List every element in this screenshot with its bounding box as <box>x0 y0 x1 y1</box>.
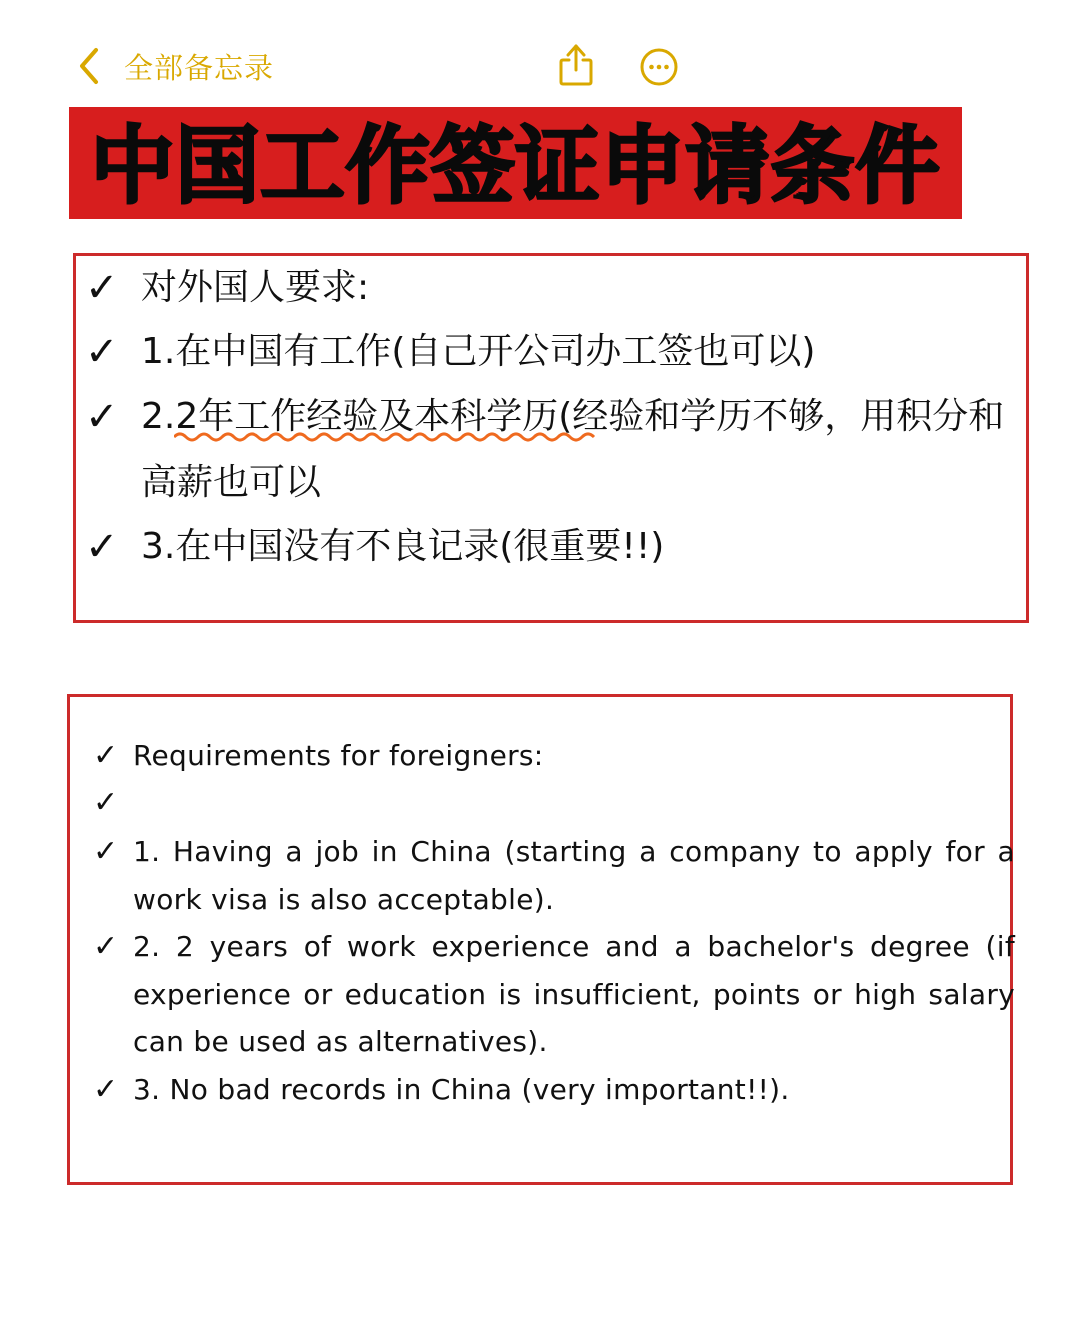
list-item-text: 1. Having a job in China (starting a company to apply for a work visa is also acceptable). <box>133 835 1015 916</box>
checkmark-icon: ✓ <box>85 524 119 570</box>
page-title: 中国工作签证申请条件 <box>90 117 941 215</box>
checkmark-icon: ✓ <box>85 329 119 375</box>
checkmark-icon: ✓ <box>85 394 119 440</box>
list-item <box>93 828 1023 923</box>
list-item-text: 对外国人要求: <box>141 267 370 308</box>
list-item-text: 3.在中国没有不良记录(很重要!!) <box>141 526 665 567</box>
list-item <box>93 779 133 826</box>
list-item <box>85 514 664 580</box>
list-item <box>85 319 815 385</box>
list-item <box>93 732 544 780</box>
checkmark-icon: ✓ <box>93 929 119 964</box>
title-banner <box>69 107 962 219</box>
checkmark-icon: ✓ <box>85 265 119 311</box>
wavy-underline-annotation <box>174 430 599 444</box>
list-item-text: 3. No bad records in China (very important!!). <box>133 1073 790 1106</box>
list-item <box>93 923 1023 1066</box>
checkmark-icon: ✓ <box>93 785 119 820</box>
list-item-text: 1.在中国有工作(自己开公司办工签也可以) <box>141 331 816 372</box>
chevron-left-icon <box>76 46 102 86</box>
checkmark-icon: ✓ <box>93 1072 119 1107</box>
list-item <box>85 255 369 321</box>
more-circle-icon[interactable] <box>638 46 680 88</box>
share-icon[interactable] <box>555 42 597 88</box>
checkmark-icon: ✓ <box>93 738 119 773</box>
back-button[interactable] <box>76 44 274 88</box>
list-item-text: 2. 2 years of work experience and a bachelor's degree (if experience or education is insufficient, points or high salary can be used as alternatives). <box>133 930 1015 1058</box>
list-item-text: Requirements for foreigners: <box>133 739 544 772</box>
checkmark-icon: ✓ <box>93 834 119 869</box>
notes-toolbar <box>0 0 1080 120</box>
back-button-label: 全部备忘录 <box>124 50 275 85</box>
list-item <box>85 384 1015 516</box>
list-item-text: 2.2年工作经验及本科学历(经验和学历不够，用积分和高薪也可以 <box>141 396 1005 503</box>
list-item <box>93 1066 790 1114</box>
